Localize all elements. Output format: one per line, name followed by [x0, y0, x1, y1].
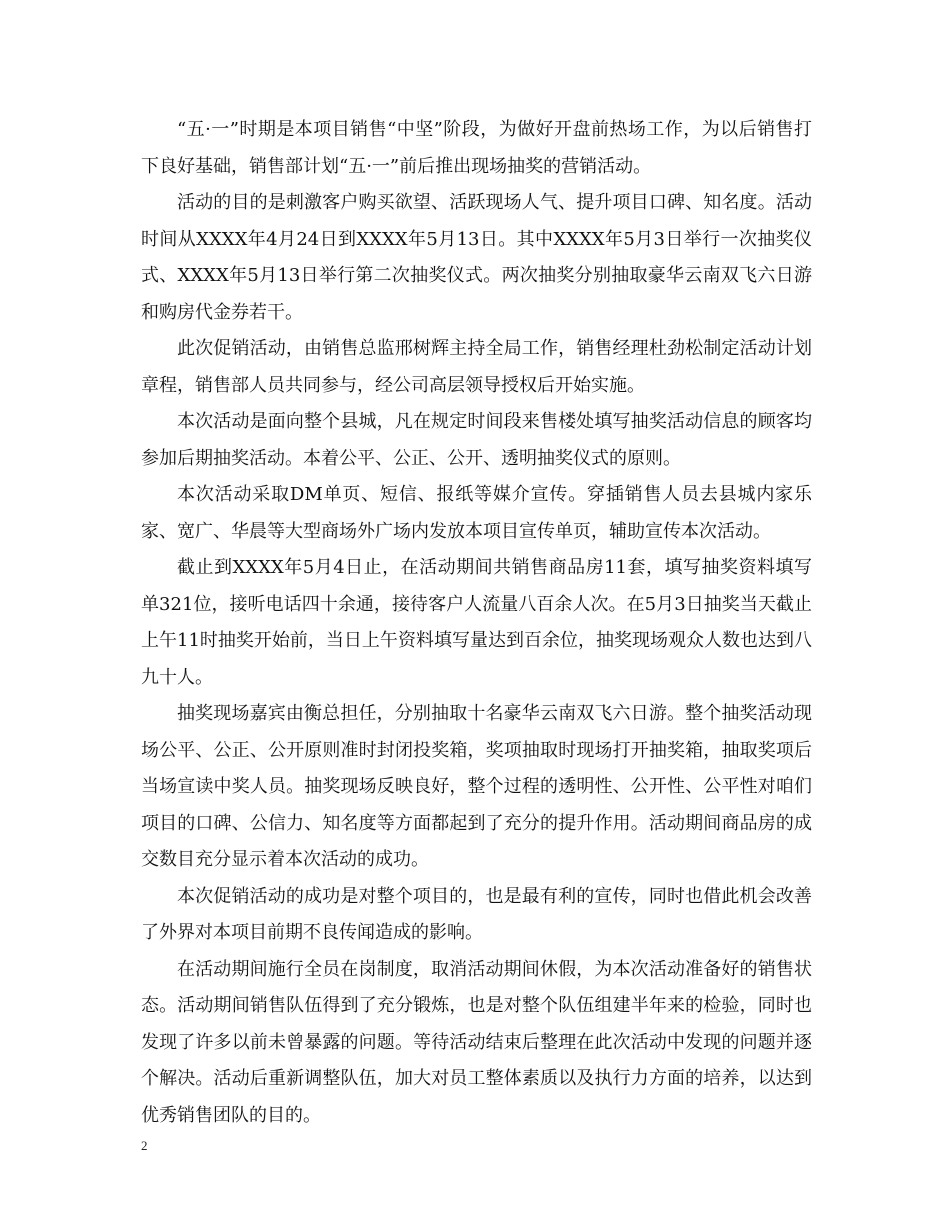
paragraph-8: 本次促销活动的成功是对整个项目的，也是最有利的宣传，同时也借此机会改善了外界对本项目前期不良传闻造成的影响。	[141, 885, 812, 943]
paragraph-6: 截止到XXXX年5月4日止，在活动期间共销售商品房11套，填写抽奖资料填写单321位，接听电话四十余通，接待客户人流量八百余人次。在5月3日抽奖当天截止上午11时抽奖开始前，当日上午资料填写量达到百余位，抽奖现场观众人数也达到八九十人。	[141, 557, 812, 688]
paragraph-1: “五·一”时期是本项目销售“中坚”阶段，为做好开盘前热场工作，为以后销售打下良好基础，销售部计划“五·一”前后推出现场抽奖的营销活动。	[141, 119, 812, 177]
paragraph-7: 抽奖现场嘉宾由衡总担任，分别抽取十名豪华云南双飞六日游。整个抽奖活动现场公平、公正、公开原则准时封闭投奖箱，奖项抽取时现场打开抽奖箱，抽取奖项后当场宣读中奖人员。抽奖现场反映良好，整个过程的透明性、公开性、公平性对咱们项目的口碑、公信力、知名度等方面都起到了充分的提升作用。活动期间商品房的成交数目充分显示着本次活动的成功。	[141, 703, 812, 870]
page-number: 2	[141, 1138, 148, 1153]
paragraph-3: 此次促销活动，由销售总监邢树辉主持全局工作，销售经理杜劲松制定活动计划章程，销售部人员共同参与，经公司高层领导授权后开始实施。	[141, 338, 812, 396]
document-body	[141, 112, 812, 1134]
paragraph-9: 在活动期间施行全员在岗制度，取消活动期间休假，为本次活动准备好的销售状态。活动期间销售队伍得到了充分锻炼，也是对整个队伍组建半年来的检验，同时也发现了许多以前未曾暴露的问题。等待活动结束后整理在此次活动中发现的问题并逐个解决。活动后重新调整队伍，加大对员工整体素质以及执行力方面的培养，以达到优秀销售团队的目的。	[141, 958, 812, 1126]
paragraph-4: 本次活动是面向整个县城，凡在规定时间段来售楼处填写抽奖活动信息的顾客均参加后期抽奖活动。本着公平、公正、公开、透明抽奖仪式的原则。	[141, 411, 812, 469]
paragraph-2: 活动的目的是刺激客户购买欲望、活跃现场人气、提升项目口碑、知名度。活动时间从XXXX年4月24日到XXXX年5月13日。其中XXXX年5月3日举行一次抽奖仪式、XXXX年5月13日举行第二次抽奖仪式。两次抽奖分别抽取豪华云南双飞六日游和购房代金券若干。	[141, 192, 812, 323]
paragraph-5: 本次活动采取DM单页、短信、报纸等媒介宣传。穿插销售人员去县城内家乐家、宽广、华晨等大型商场外广场内发放本项目宣传单页，辅助宣传本次活动。	[141, 484, 812, 542]
